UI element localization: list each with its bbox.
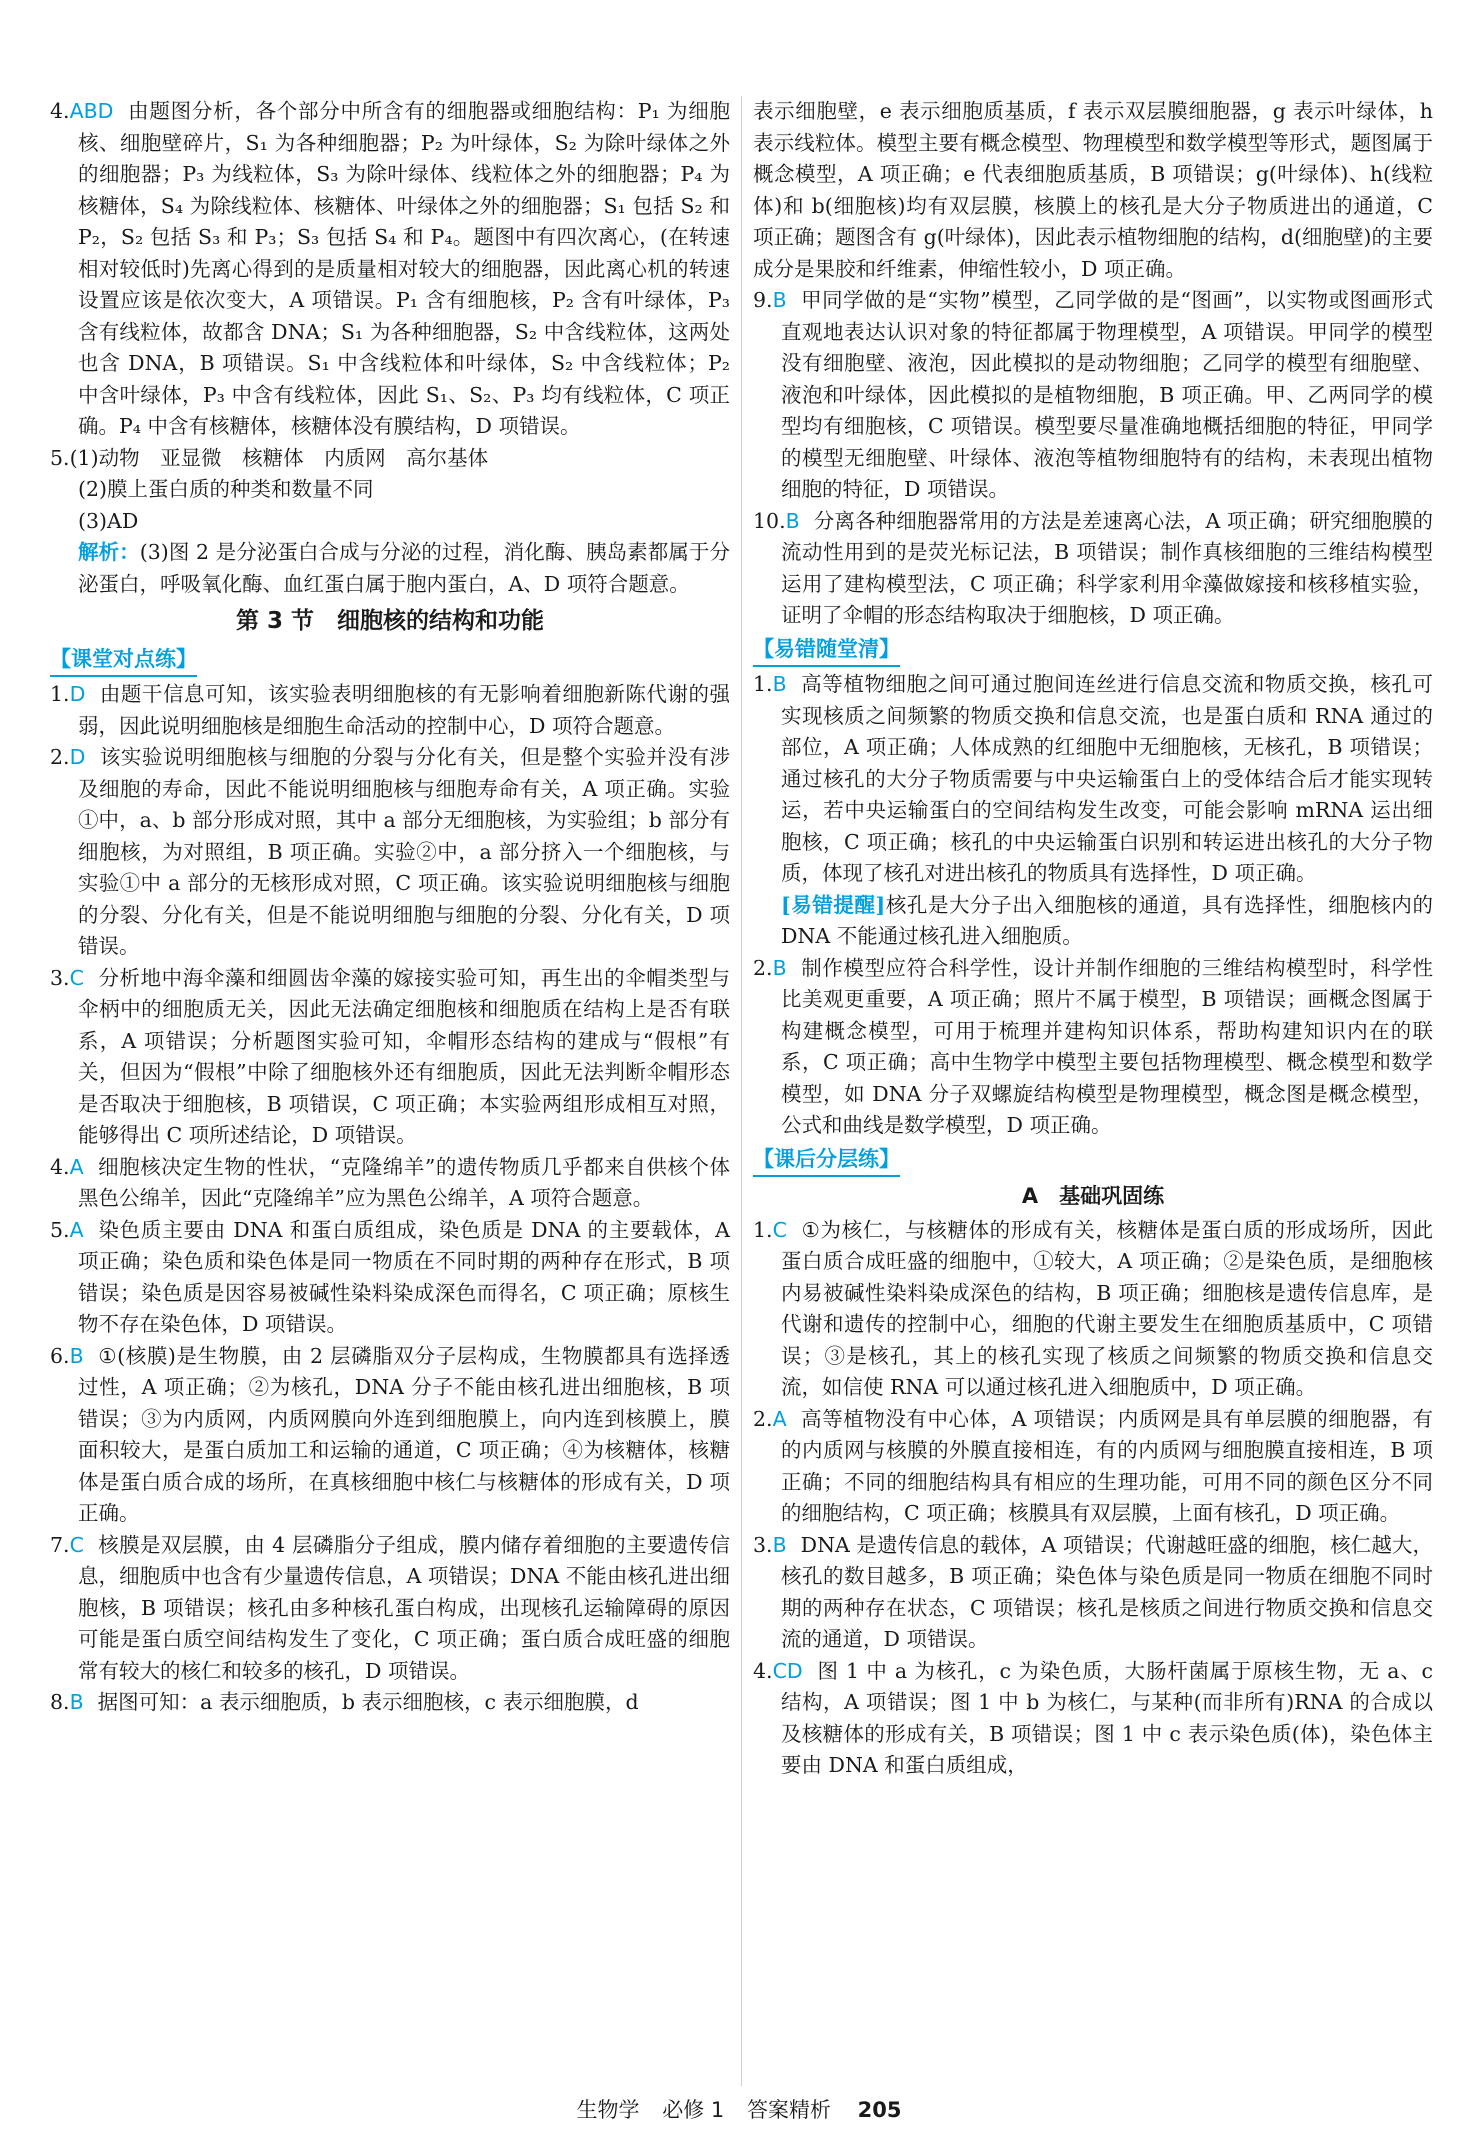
answer-key: A bbox=[69, 1154, 84, 1179]
answer-item bbox=[50, 679, 730, 742]
answer-key: B bbox=[772, 955, 787, 980]
box-heading-row bbox=[753, 632, 1433, 670]
answer-text: 染色质主要由 DNA 和蛋白质组成，染色质是 DNA 的主要载体，A 项正确；染色质和染色体是同一物质在不同时期的两种存在形式，B 项错误；染色质是因容易被碱性染料染成深色而得名，C 项正确；原核生物不存在染色体，D 项错误。 bbox=[78, 1217, 730, 1336]
answer-item bbox=[50, 1341, 730, 1530]
explanation-text: (3)图 2 是分泌蛋白合成与分泌的过程，消化酶、胰岛素都属于分泌蛋白，呼吸氧化酶、血红蛋白属于胞内蛋白，A、D 项符合题意。 bbox=[78, 540, 730, 596]
box-heading-row bbox=[753, 1142, 1433, 1180]
answer-key: CD bbox=[772, 1658, 803, 1683]
answer-text: 据图可知：a 表示细胞质，b 表示细胞核，c 表示细胞膜，d bbox=[97, 1690, 639, 1714]
answer-text: 高等植物没有中心体，A 项错误；内质网是具有单层膜的细胞器，有的内质网与核膜的外膜直接相连，有的内质网与细胞膜直接相连，B 项正确；不同的细胞结构具有相应的生理功能，可用不同的颜色区分不同的细胞结构，C 项正确；核膜具有双层膜，上面有核孔，D 项正确。 bbox=[781, 1406, 1433, 1525]
sub-heading: A 基础巩固练 bbox=[1021, 1184, 1165, 1208]
answer-item bbox=[50, 1152, 730, 1215]
answer-item bbox=[753, 1530, 1433, 1656]
answer-key: C bbox=[69, 1532, 84, 1557]
question-number: 5. bbox=[50, 445, 70, 470]
answer-item bbox=[753, 506, 1433, 632]
answer-text: ①为核仁，与核糖体的形成有关，核糖体是蛋白质的形成场所，因此蛋白质合成旺盛的细胞中，①较大，A 项正确；②是染色质，是细胞核内易被碱性染料染成深色的结构，B 项正确；细胞核是遗传信息库，是代谢和遗传的控制中心，细胞的代谢主要发生在细胞质基质中，C 项错误；③是核孔，其上的核孔实现了核质之间频繁的物质交换和信息交流，如信使 RNA 可以通过核孔进入细胞质中，D 项正确。 bbox=[781, 1217, 1433, 1399]
answer-item bbox=[50, 1215, 730, 1341]
answer-key: C bbox=[69, 965, 84, 990]
answer-text: 分析地中海伞藻和细圆齿伞藻的嫁接实验可知，再生出的伞帽类型与伞柄中的细胞质无关，因此无法确定细胞核和细胞质在结构上是否有联系，A 项错误；分析题图实验可知，伞帽形态结构的建成与“假根”有关，但因为“假根”中除了细胞核外还有细胞质，因此无法判断伞帽形态是否取决于细胞核，B 项错误，C 项正确；本实验两组形成相互对照，能够得出 C 项所述结论，D 项错误。 bbox=[78, 965, 730, 1147]
question-number: 4. bbox=[50, 1154, 70, 1179]
question-number: 4. bbox=[50, 99, 70, 123]
answer-key: D bbox=[69, 745, 86, 769]
explanation bbox=[50, 537, 730, 600]
error-hint bbox=[753, 890, 1433, 953]
answer-key: B bbox=[772, 672, 787, 696]
answer-item bbox=[50, 443, 730, 475]
question-number: 2. bbox=[753, 955, 773, 980]
question-number: 1. bbox=[50, 682, 70, 706]
footer-book: 必修 1 bbox=[662, 2098, 725, 2122]
answer-item bbox=[50, 742, 730, 963]
answer-subpart: (2)膜上蛋白质的种类和数量不同 bbox=[78, 477, 374, 501]
answer-key: A bbox=[772, 1406, 787, 1431]
answer-key: B bbox=[69, 1343, 84, 1368]
answer-text: (1)动物 亚显微 核糖体 内质网 高尔基体 bbox=[69, 445, 489, 470]
answer-item bbox=[753, 669, 1433, 890]
answer-text: DNA 是遗传信息的载体，A 项错误；代谢越旺盛的细胞，核仁越大，核孔的数目越多，B 项正确；染色体与染色质是同一物质在细胞不同时期的两种存在状态，C 项错误；核孔是核质之间进行物质交换和信息交流的通道，D 项错误。 bbox=[781, 1532, 1433, 1651]
answer-text: 甲同学做的是“实物”模型，乙同学做的是“图画”，以实物或图画形式直观地表达认识对象的特征都属于物理模型，A 项错误。甲同学的模型没有细胞壁、液泡，因此模拟的是动物细胞；乙同学的模型有细胞壁、液泡和叶绿体，因此模拟的是植物细胞，B 项正确。甲、乙两同学的模型均有细胞核，C 项错误。模型要尽量准确地概括细胞的特征，甲同学的模型无细胞壁、叶绿体、液泡等植物细胞特有的结构，未表现出植物细胞的特征，D 项错误。 bbox=[781, 288, 1433, 501]
answer-item bbox=[753, 1656, 1433, 1782]
question-number: 3. bbox=[753, 1532, 773, 1557]
answer-text: 该实验说明细胞核与细胞的分裂与分化有关，但是整个实验并没有涉及细胞的寿命，因此不能说明细胞核与细胞寿命有关，A 项正确。实验①中，a、b 部分形成对照，其中 a 部分无细胞核，为实验组；b 部分有细胞核，为对照组，B 项正确。实验②中，a 部分挤入一个细胞核，与实验①中 a 部分的无核形成对照，C 项正确。该实验说明细胞核与细胞的分裂、分化有关，但是不能说明细胞与细胞的分裂、分化有关，D 项错误。 bbox=[78, 745, 730, 958]
question-number: 2. bbox=[753, 1406, 773, 1431]
question-number: 5. bbox=[50, 1217, 70, 1242]
question-number: 1. bbox=[753, 1217, 773, 1242]
answer-item bbox=[50, 963, 730, 1152]
answer-key: A bbox=[69, 1217, 84, 1242]
error-hint-label: [易错提醒] bbox=[781, 892, 886, 917]
box-heading: 【易错随堂清】 bbox=[753, 634, 900, 668]
footer-subject: 生物学 bbox=[576, 2098, 640, 2122]
question-number: 1. bbox=[753, 672, 773, 696]
question-number: 9. bbox=[753, 288, 773, 312]
answer-item bbox=[753, 285, 1433, 506]
answer-text: 图 1 中 a 为核孔，c 为染色质，大肠杆菌属于原核生物，无 a、c 结构，A 项错误；图 1 中 b 为核仁，与某种(而非所有)RNA 的合成以及核糖体的形成有关，B 项错误；图 1 中 c 表示染色质(体)，染色体主要由 DNA 和蛋白质组成， bbox=[781, 1658, 1433, 1777]
answer-continued: 表示细胞壁，e 表示细胞质基质，f 表示双层膜细胞器，g 表示叶绿体，h 表示线粒体。模型主要有概念模型、物理模型和数学模型等形式，题图属于概念模型，A 项正确；e 代表细胞质基质，B 项错误；g(叶绿体)、h(线粒体)和 b(细胞核)均有双层膜，核膜上的核孔是大分子物质进出的通道，C 项正确；题图含有 g(叶绿体)，因此表示植物细胞的结构，d(细胞壁)的主要成分是果胶和纤维素，伸缩性较小，D 项正确。 bbox=[753, 99, 1433, 281]
question-number: 10. bbox=[753, 508, 786, 533]
answer-subpart: (3)AD bbox=[78, 508, 139, 533]
box-heading: 【课堂对点练】 bbox=[50, 644, 197, 678]
answer-item bbox=[753, 953, 1433, 1142]
answer-key: B bbox=[69, 1690, 84, 1714]
page-footer bbox=[0, 2094, 1478, 2124]
answer-text: 核膜是双层膜，由 4 层磷脂分子组成，膜内储存着细胞的主要遗传信息，细胞质中也含有少量遗传信息，A 项错误；DNA 不能由核孔进出细胞核，B 项错误；核孔由多种核孔蛋白构成，出现核孔运输障碍的原因可能是蛋白质空间结构发生了变化，C 项正确；蛋白质合成旺盛的细胞常有较大的核仁和较多的核孔，D 项错误。 bbox=[78, 1532, 730, 1683]
question-number: 3. bbox=[50, 965, 70, 990]
answer-text: 细胞核决定生物的性状，“克隆绵羊”的遗传物质几乎都来自供核个体黑色公绵羊，因此“克隆绵羊”应为黑色公绵羊，A 项符合题意。 bbox=[78, 1154, 730, 1210]
answer-item bbox=[50, 96, 730, 443]
section-title: 第 3 节 细胞核的结构和功能 bbox=[235, 608, 545, 634]
answer-key: B bbox=[772, 1532, 787, 1557]
footer-label: 答案精析 bbox=[746, 2098, 831, 2122]
box-heading: 【课后分层练】 bbox=[753, 1144, 900, 1178]
answer-item bbox=[50, 1530, 730, 1688]
box-heading-row bbox=[50, 642, 730, 680]
answer-text: 分离各种细胞器常用的方法是差速离心法，A 项正确；研究细胞膜的流动性用到的是荧光标记法，B 项错误；制作真核细胞的三维结构模型运用了建构模型法，C 项正确；科学家利用伞藻做嫁接和核移植实验，证明了伞帽的形态结构取决于细胞核，D 项正确。 bbox=[781, 508, 1433, 627]
answer-text: 高等植物细胞之间可通过胞间连丝进行信息交流和物质交换，核孔可实现核质之间频繁的物质交换和信息交流，也是蛋白质和 RNA 通过的部位，A 项正确；人体成熟的红细胞中无细胞核，无核孔，B 项错误；通过核孔的大分子物质需要与中央运输蛋白上的受体结合后才能实现转运，若中央运输蛋白的空间结构发生改变，可能会影响 mRNA 运出细胞核，C 项正确；核孔的中央运输蛋白识别和转运进出核孔的大分子物质，体现了核孔对进出核孔的物质具有选择性，D 项正确。 bbox=[781, 672, 1433, 885]
right-column bbox=[753, 96, 1433, 1782]
answer-item bbox=[50, 1687, 730, 1719]
question-number: 7. bbox=[50, 1532, 70, 1557]
answer-text: 由题干信息可知，该实验表明细胞核的有无影响着细胞新陈代谢的强弱，因此说明细胞核是细胞生命活动的控制中心，D 项符合题意。 bbox=[78, 682, 730, 738]
question-number: 6. bbox=[50, 1343, 70, 1368]
answer-key: B bbox=[785, 508, 800, 533]
answer-item bbox=[753, 1404, 1433, 1530]
answer-text: ①(核膜)是生物膜，由 2 层磷脂双分子层构成，生物膜都具有选择透过性，A 项正确；②为核孔，DNA 分子不能由核孔进出细胞核，B 项错误；③为内质网，内质网膜向外连到细胞膜上，向内连到核膜上，膜面积较大，是蛋白质加工和运输的通道，C 项正确；④为核糖体，核糖体是蛋白质合成的场所，在真核细胞中核仁与核糖体的形成有关，D 项正确。 bbox=[78, 1343, 730, 1525]
question-number: 4. bbox=[753, 1658, 773, 1683]
answer-text: 由题图分析，各个部分中所含有的细胞器或细胞结构：P₁ 为细胞核、细胞壁碎片，S₁ 为各种细胞器；P₂ 为叶绿体，S₂ 为除叶绿体之外的细胞器；P₃ 为线粒体，S₃ 为除叶绿体、线粒体之外的细胞器；P₄ 为核糖体，S₄ 为除线粒体、核糖体、叶绿体之外的细胞器；S₁ 包括 S₂ 和 P₂，S₂ 包括 S₃ 和 P₃；S₃ 包括 S₄ 和 P₄。题图中有四次离心，(在转速相对较低时)先离心得到的是质量相对较大的细胞器，因此离心机的转速设置应该是依次变大，A 项错误。P₁ 含有细胞核，P₂ 含有叶绿体，P₃ 含有线粒体，故都含 DNA；S₁ 为各种细胞器，S₂ 中含线粒体，这两处也含 DNA，B 项错误。S₁ 中含线粒体和叶绿体，S₂ 中含线粒体；P₂ 中含叶绿体，P₃ 中含有线粒体，因此 S₁、S₂、P₃ 均有线粒体，C 项正确。P₄ 中含有核糖体，核糖体没有膜结构，D 项错误。 bbox=[78, 99, 730, 438]
error-hint-text: 核孔是大分子出入细胞核的通道，具有选择性，细胞核内的 DNA 不能通过核孔进入细胞质。 bbox=[781, 892, 1434, 948]
answer-item bbox=[753, 1215, 1433, 1404]
answer-text: 制作模型应符合科学性，设计并制作细胞的三维结构模型时，科学性比美观更重要，A 项正确；照片不属于模型，B 项错误；画概念图属于构建概念模型，可用于梳理并建构知识体系，帮助构建知识内在的联系，C 项正确；高中生物学中模型主要包括物理模型、概念模型和数学模型，如 DNA 分子双螺旋结构模型是物理模型，概念图是概念模型，公式和曲线是数学模型，D 项正确。 bbox=[781, 955, 1433, 1137]
answer-key: B bbox=[772, 288, 787, 312]
answer-key: ABD bbox=[69, 99, 114, 123]
left-column bbox=[50, 96, 730, 1719]
question-number: 2. bbox=[50, 745, 70, 769]
question-number: 8. bbox=[50, 1690, 70, 1714]
column-divider bbox=[741, 96, 742, 2086]
page-number: 205 bbox=[857, 2098, 902, 2122]
explanation-label: 解析： bbox=[78, 540, 140, 564]
answer-key: C bbox=[772, 1217, 787, 1242]
answer-key: D bbox=[69, 682, 86, 706]
